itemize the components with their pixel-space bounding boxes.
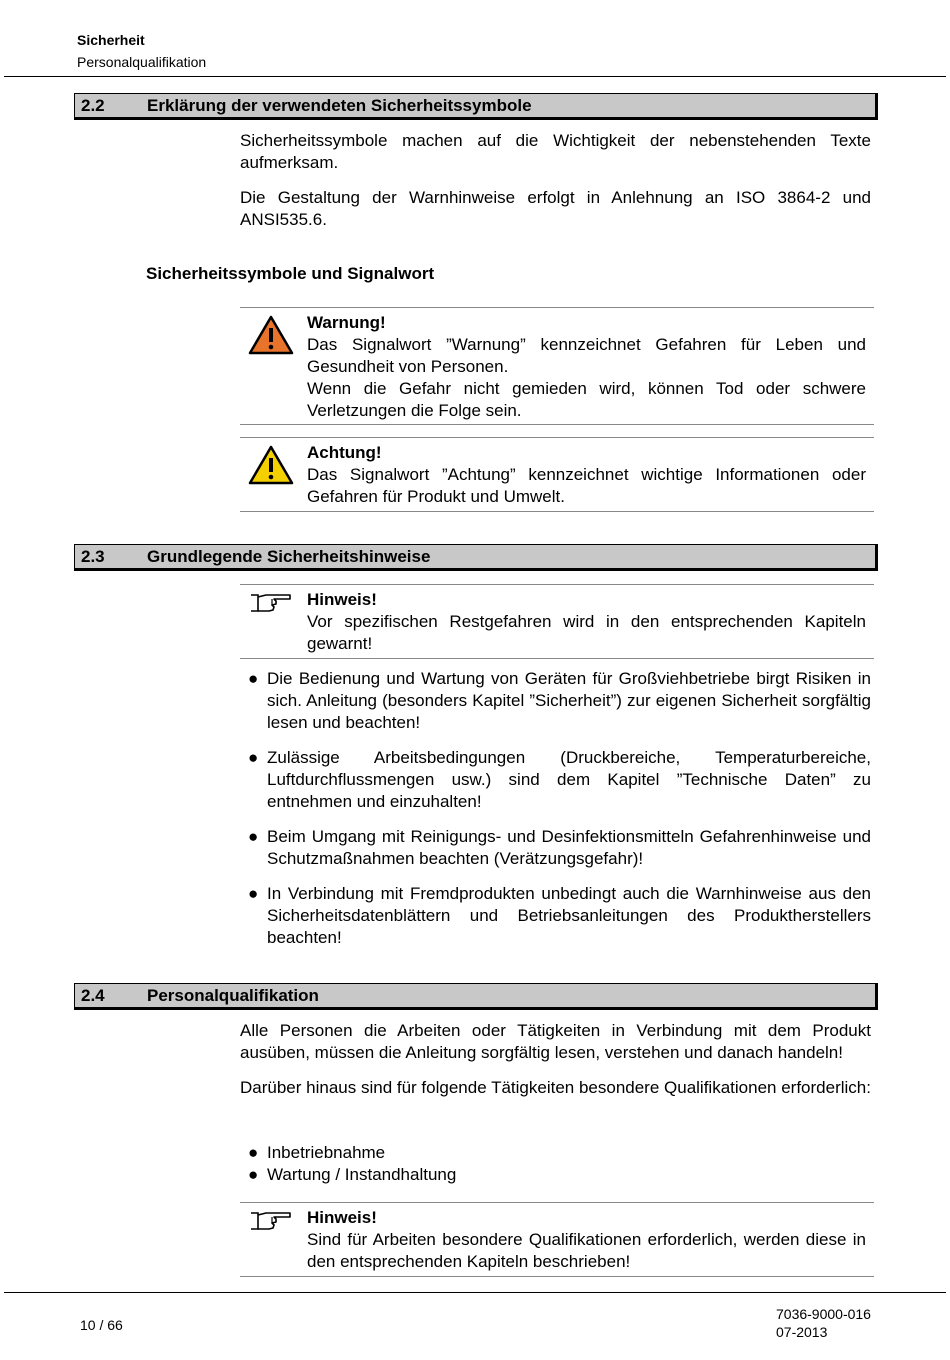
caution-notice <box>240 437 874 512</box>
paragraph: Alle Personen die Arbeiten oder Tätigkeiten in Verbindung mit dem Produkt ausüben, müssen die Anleitung sorgfältig lesen, verstehen und danach handeln! <box>240 1021 871 1062</box>
section-number: 2.2 <box>81 96 105 115</box>
section-title: Grundlegende Sicherheitshinweise <box>147 547 431 566</box>
section-title: Personalqualifikation <box>147 986 319 1005</box>
list-item: ● Beim Umgang mit Reinigungs- und Desinfektionsmitteln Gefahrenhinweise und Schutzmaßnahmen beachten (Verätzungsgefahr)! <box>248 827 871 868</box>
safety-bullet-list <box>248 668 871 962</box>
footer-divider <box>4 1292 946 1293</box>
notice-text: Das Signalwort ”Warnung” kennzeichnet Gefahren für Leben und Gesundheit von Personen. <box>307 335 866 376</box>
hint-notice <box>240 584 874 659</box>
list-item: ● Inbetriebnahme <box>248 1143 386 1162</box>
warning-triangle-orange-icon <box>248 314 294 361</box>
notice-label: Hinweis! <box>307 590 377 609</box>
paragraph: Darüber hinaus sind für folgende Tätigkeiten besondere Qualifikationen erforderlich: <box>240 1078 871 1097</box>
hint-notice <box>240 1202 874 1277</box>
document-info <box>776 1305 871 1341</box>
notice-text: Das Signalwort ”Achtung” kennzeichnet wichtige Informationen oder Gefahren für Produkt und Umwelt. <box>307 465 866 506</box>
section-title: Erklärung der verwendeten Sicherheitssymbole <box>147 96 532 115</box>
section-heading-2-4 <box>74 983 878 1010</box>
notice-label: Warnung! <box>307 313 386 332</box>
document-date: 07-2013 <box>776 1324 828 1340</box>
paragraph: Sicherheitssymbole machen auf die Wichtigkeit der nebenstehenden Texte aufmerksam. <box>240 131 871 172</box>
notice-text: Vor spezifischen Restgefahren wird in den entsprechenden Kapiteln gewarnt! <box>307 612 866 653</box>
paragraph: Die Gestaltung der Warnhinweise erfolgt in Anlehnung an ISO 3864-2 und ANSI535.6. <box>240 188 871 229</box>
list-item: ● Zulässige Arbeitsbedingungen (Druckbereiche, Temperaturbereiche, Luftdurchflussmengen usw.) sind dem Kapitel ”Technische Daten” zu entnehmen und einzuhalten! <box>248 748 871 811</box>
document-number: 7036-9000-016 <box>776 1306 871 1322</box>
section-2-4-text <box>240 1020 871 1099</box>
list-item: ● In Verbindung mit Fremdprodukten unbedingt auch die Warnhinweise aus den Sicherheitsdatenblättern und Betriebsanleitungen des Produktherstellers beachten! <box>248 884 871 947</box>
section-number: 2.4 <box>81 986 105 1005</box>
running-header-title: Sicherheit <box>77 32 145 48</box>
notice-label: Hinweis! <box>307 1208 377 1227</box>
running-header-subtitle: Personalqualifikation <box>77 54 207 70</box>
header-divider <box>4 76 946 77</box>
pointing-hand-icon <box>248 591 294 622</box>
section-2-2-text <box>240 130 871 244</box>
list-item: ● Die Bedienung und Wartung von Geräten für Großviehbetriebe birgt Risiken in sich. Anleitung (besonders Kapitel ”Sicherheit”) zur eigenen Sicherheit sorgfältig lesen und beachten! <box>248 669 871 732</box>
notice-text: Sind für Arbeiten besondere Qualifikationen erforderlich, werden diese in den entsprechenden Kapiteln beschrieben! <box>307 1230 866 1271</box>
section-heading-2-2 <box>74 93 878 120</box>
section-heading-2-3 <box>74 544 878 571</box>
warning-notice <box>240 307 874 425</box>
list-item: ● Wartung / Instandhaltung <box>248 1165 457 1184</box>
subheading-signal-words: Sicherheitssymbole und Signalwort <box>146 264 435 283</box>
qualification-list <box>248 1142 871 1186</box>
section-number: 2.3 <box>81 547 105 566</box>
pointing-hand-icon <box>248 1209 294 1240</box>
warning-triangle-yellow-icon <box>248 444 294 491</box>
notice-text: Wenn die Gefahr nicht gemieden wird, können Tod oder schwere Verletzungen die Folge sein. <box>307 379 866 420</box>
notice-label: Achtung! <box>307 443 382 462</box>
page-number: 10 / 66 <box>80 1317 123 1333</box>
